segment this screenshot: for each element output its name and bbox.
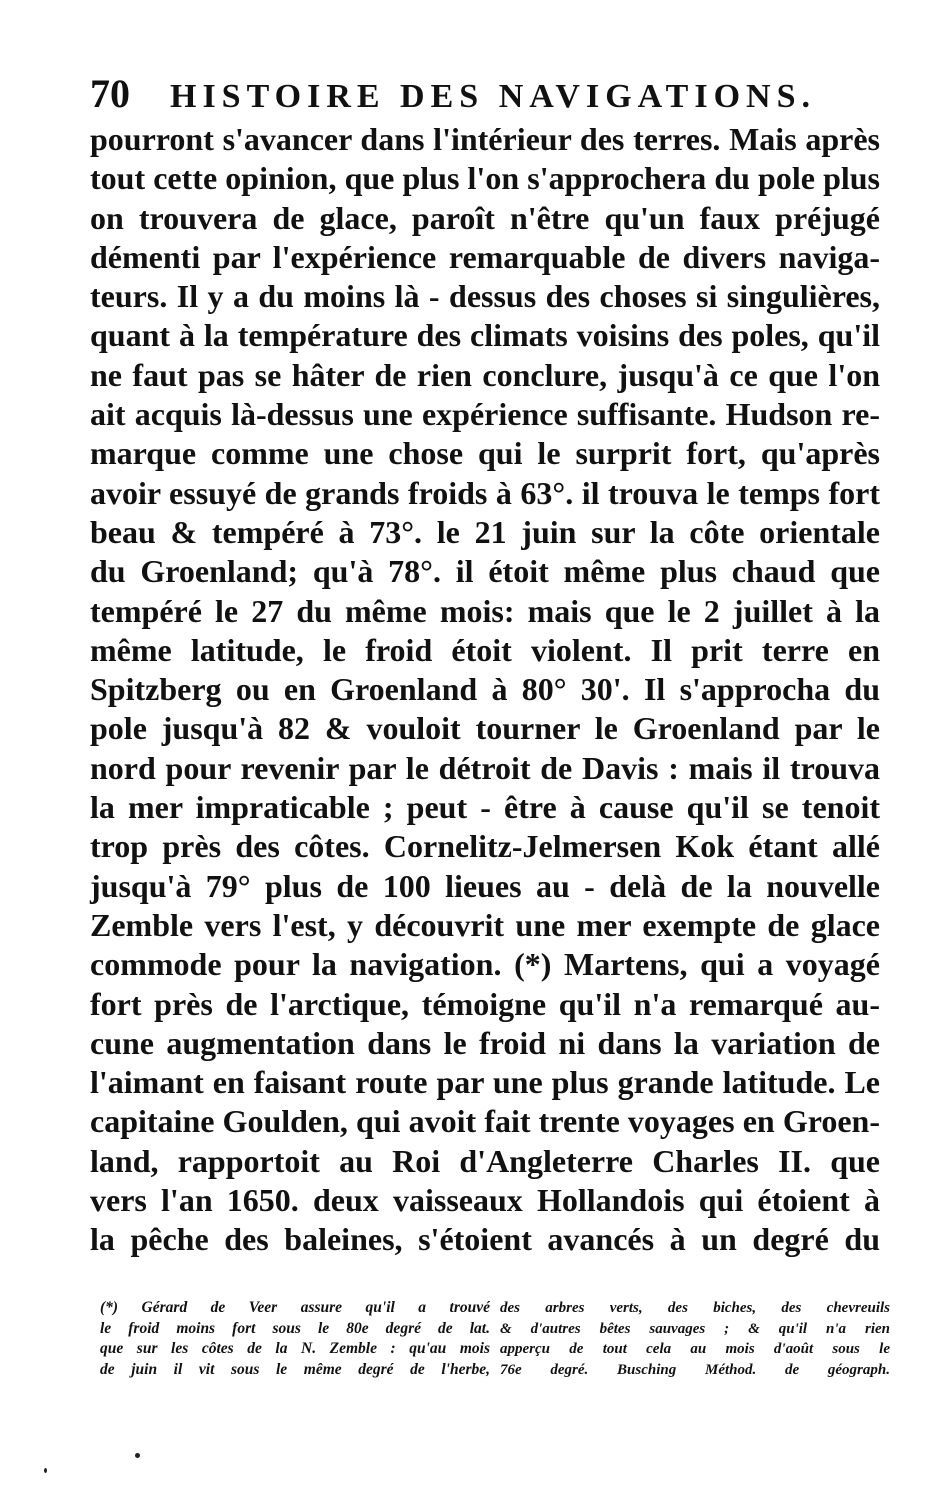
text-line: quant à la température des climats voisins des poles, qu'il <box>90 317 880 354</box>
text-line: tempéré le 27 du même mois: mais que le 2 juillet à la <box>90 592 880 629</box>
text-line: la mer impraticable ; peut - être à cause qu'il se tenoit <box>90 789 880 826</box>
text-line: démenti par l'expérience remarquable de divers naviga- <box>90 238 880 275</box>
text-line: marque comme une chose qui le surprit fort, qu'après <box>90 435 880 472</box>
footnote-line: apperçu de tout cela au mois d'août sous le <box>500 1341 890 1357</box>
footnote-line: (*) Gérard de Veer assure qu'il a trouvé <box>100 1299 490 1316</box>
text-line: capitaine Goulden, qui avoit fait trente voyages en Groen- <box>90 1103 880 1140</box>
text-line: fort près de l'arctique, témoigne qu'il n'a remarqué au- <box>90 985 880 1022</box>
text-line: du Groenland; qu'à 78°. il étoit même plus chaud que <box>90 553 880 590</box>
text-line: commode pour la navigation. (*) Martens, qui a voyagé <box>90 946 880 983</box>
text-line: avoir essuyé de grands froids à 63°. il trouva le temps fort <box>90 474 880 511</box>
footnote-column-right <box>500 1298 890 1380</box>
text-line: on trouvera de glace, paroît n'être qu'un faux préjugé <box>90 199 880 236</box>
text-line: vers l'an 1650. deux vaisseaux Hollandois qui étoient à <box>90 1182 880 1219</box>
footnote-column-left <box>100 1298 490 1380</box>
footnote-line: le froid moins fort sous le 80e degré de lat. <box>100 1319 490 1337</box>
footnote-line: que sur les côtes de la N. Zemble : qu'au mois <box>100 1340 490 1357</box>
body-text <box>90 120 880 1260</box>
text-line: nord pour revenir par le détroit de Davis : mais il trouva <box>90 749 880 786</box>
text-line: Zemble vers l'est, y découvrit une mer exempte de glace <box>90 906 880 943</box>
footnote-line: de juin il vit sous le même degré de l'herbe, <box>100 1360 490 1378</box>
ink-speck <box>135 1453 140 1458</box>
page-number: 70 <box>90 71 130 116</box>
text-line: ait acquis là-dessus une expérience suffisante. Hudson re- <box>90 396 880 433</box>
text-line: pole jusqu'à 82 & vouloit tourner le Groenland par le <box>90 710 880 747</box>
text-line: même latitude, le froid étoit violent. Il prit terre en <box>90 631 880 668</box>
text-line: beau & tempéré à 73°. le 21 juin sur la côte orientale <box>90 513 880 550</box>
ink-speck <box>44 1468 47 1473</box>
text-line: la pêche des baleines, s'étoient avancés à un degré du <box>90 1221 880 1258</box>
text-line: Spitzberg ou en Groenland à 80° 30'. Il s'approcha du <box>90 671 880 708</box>
text-line: trop près des côtes. Cornelitz-Jelmersen Kok étant allé <box>90 828 880 865</box>
text-line: cune augmentation dans le froid ni dans la variation de <box>90 1024 880 1061</box>
text-line: tout cette opinion, que plus l'on s'approchera du pole plus <box>90 160 880 197</box>
text-line: l'aimant en faisant route par une plus grande latitude. Le <box>90 1064 880 1101</box>
footnote-line: 76e degré. Busching Méthod. de géograph. <box>500 1361 890 1378</box>
text-line: land, rapportoit au Roi d'Angleterre Charles II. que <box>90 1142 880 1179</box>
page-header <box>90 70 880 114</box>
text-line: jusqu'à 79° plus de 100 lieues au - delà de la nouvelle <box>90 867 880 904</box>
text-line: pourront s'avancer dans l'intérieur des terres. Mais après <box>90 121 880 157</box>
running-title: HISTOIRE DES NAVIGATIONS. <box>170 78 817 115</box>
footnote-line: & d'autres bêtes sauvages ; & qu'il n'a rien <box>500 1320 890 1337</box>
text-line: ne faut pas se hâter de rien conclure, jusqu'à ce que l'on <box>90 356 880 393</box>
footnote-line: des arbres verts, des biches, des chevreuils <box>500 1300 890 1316</box>
text-line: teurs. Il y a du moins là - dessus des choses si singulières, <box>90 278 880 315</box>
footnote <box>100 1298 890 1380</box>
